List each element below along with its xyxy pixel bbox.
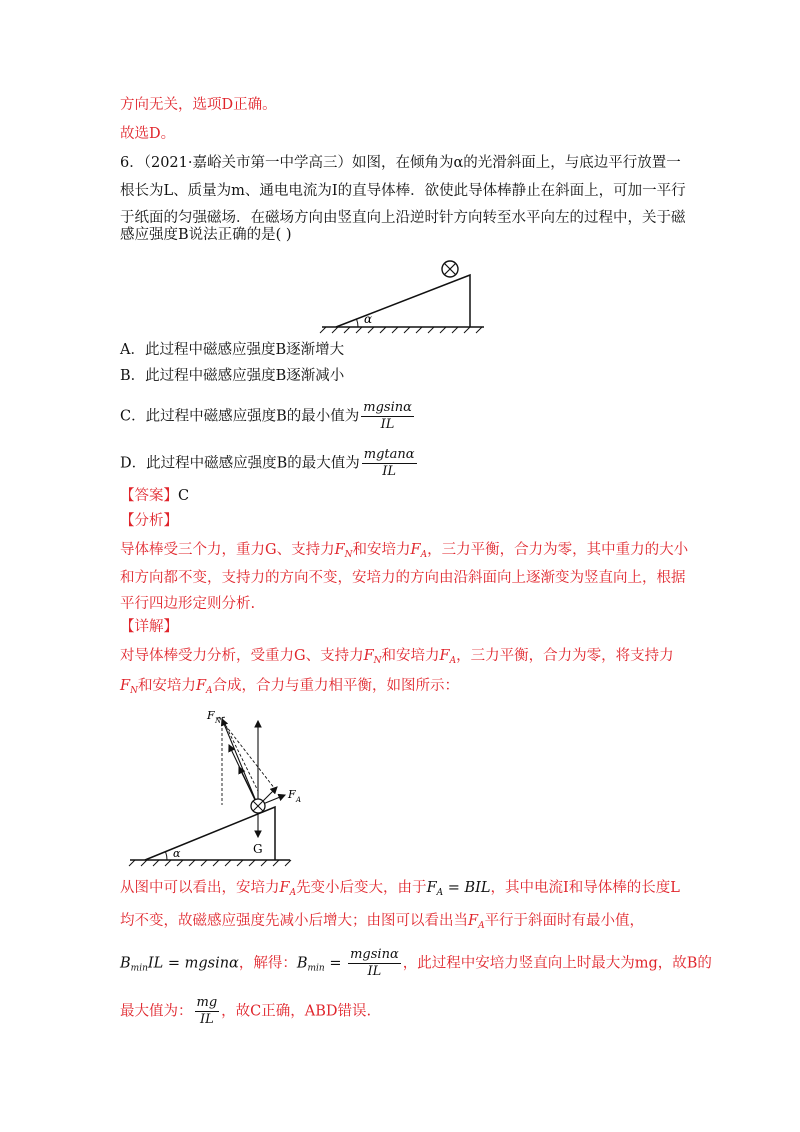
question-line-1: 6．（2021·嘉峪关市第一中学高三）如图，在倾角为α的光滑斜面上，与底边平行放置一 [120, 155, 681, 171]
bmin-fraction: $\frac{mgsin\alpha}{IL}$ [350, 947, 399, 979]
prev-text-line-2: 故选D。 [120, 126, 176, 142]
conclusion-line-2: 均不变，故磁感应强度先减小后增大；由图可以看出当$F_A$平行于斜面时有最小值， [120, 913, 645, 931]
incline-figure [318, 255, 488, 335]
conclusion-line-3: $B_{min}IL = mgsin\alpha$，解得：$B_{min}$ = $\frac{mgsin\alpha}{IL}$ ，此过程中安培力竖直向上时最大为mg，故B的 [120, 947, 712, 979]
analysis-tag: 【分析】 [120, 513, 178, 529]
fig2-fa-label: F [288, 788, 296, 801]
option-a: A．此过程中磁感应强度B逐渐增大 [120, 342, 345, 358]
question-line-3: 于纸面的匀强磁场．在磁场方向由竖直向上沿逆时针方向转至水平向左的过程中，关于磁 [120, 210, 686, 226]
option-c: C．此过程中磁感应强度B的最小值为 $\frac{mgsin\alpha}{IL}$ [120, 400, 412, 432]
fig2-current-icon [251, 799, 265, 813]
option-d-fraction: $\frac{mgtan\alpha}{IL}$ [363, 447, 415, 479]
option-b: B．此过程中磁感应强度B逐渐减小 [120, 368, 345, 384]
fig2-g-label: G [253, 842, 263, 856]
fig2-fn-label: F [207, 709, 215, 722]
answer-line: 【答案】C [120, 488, 190, 504]
current-into-page-icon [442, 261, 458, 277]
conclusion-line-1: 从图中可以看出，安培力$F_A$先变小后变大，由于$F_A$ = BIL，其中电流I和导体棒的长度L [120, 880, 680, 898]
alpha-label: α [364, 312, 373, 326]
fig2-alpha-label: α [173, 847, 181, 860]
question-line-4: 感应强度B说法正确的是( ) [120, 227, 292, 243]
fig2-fn-sub: N [215, 717, 222, 725]
option-d: D．此过程中磁感应强度B的最大值为 $\frac{mgtan\alpha}{IL}$ [120, 447, 415, 479]
detail-line-1: 对导体棒受力分析，受重力G、支持力$F_N$和安培力$F_A$，三力平衡，合力为零，将支持力 [120, 648, 674, 666]
fig2-fa-sub: A [296, 796, 302, 804]
detail-line-2: $F_N$和安培力$F_A$合成，合力与重力相平衡，如图所示： [120, 678, 459, 696]
analysis-line-3: 平行四边形定则分析. [120, 596, 256, 612]
question-line-2: 根长为L、质量为m、通电电流为I的直导体棒．欲使此导体棒静止在斜面上，可加一平行 [120, 183, 686, 199]
bmax-fraction: $\frac{mg}{IL}$ [196, 995, 218, 1027]
analysis-line-2: 和方向都不变，支持力的方向不变，安培力的方向由沿斜面向上逐渐变为竖直向上，根据 [120, 570, 686, 586]
detail-tag: 【详解】 [120, 619, 178, 635]
option-c-fraction: $\frac{mgsin\alpha}{IL}$ [363, 400, 412, 432]
force-diagram [125, 705, 300, 870]
conclusion-line-4: 最大值为： $\frac{mg}{IL}$ ，故C正确，ABD错误. [120, 995, 372, 1027]
prev-text-line-1: 方向无关，选项D正确。 [120, 97, 277, 113]
analysis-line-1: 导体棒受三个力，重力G、支持力$F_N$和安培力$F_A$，三力平衡，合力为零，其中重力的大小 [120, 542, 689, 560]
answer-bracket: ( ) [275, 227, 292, 243]
